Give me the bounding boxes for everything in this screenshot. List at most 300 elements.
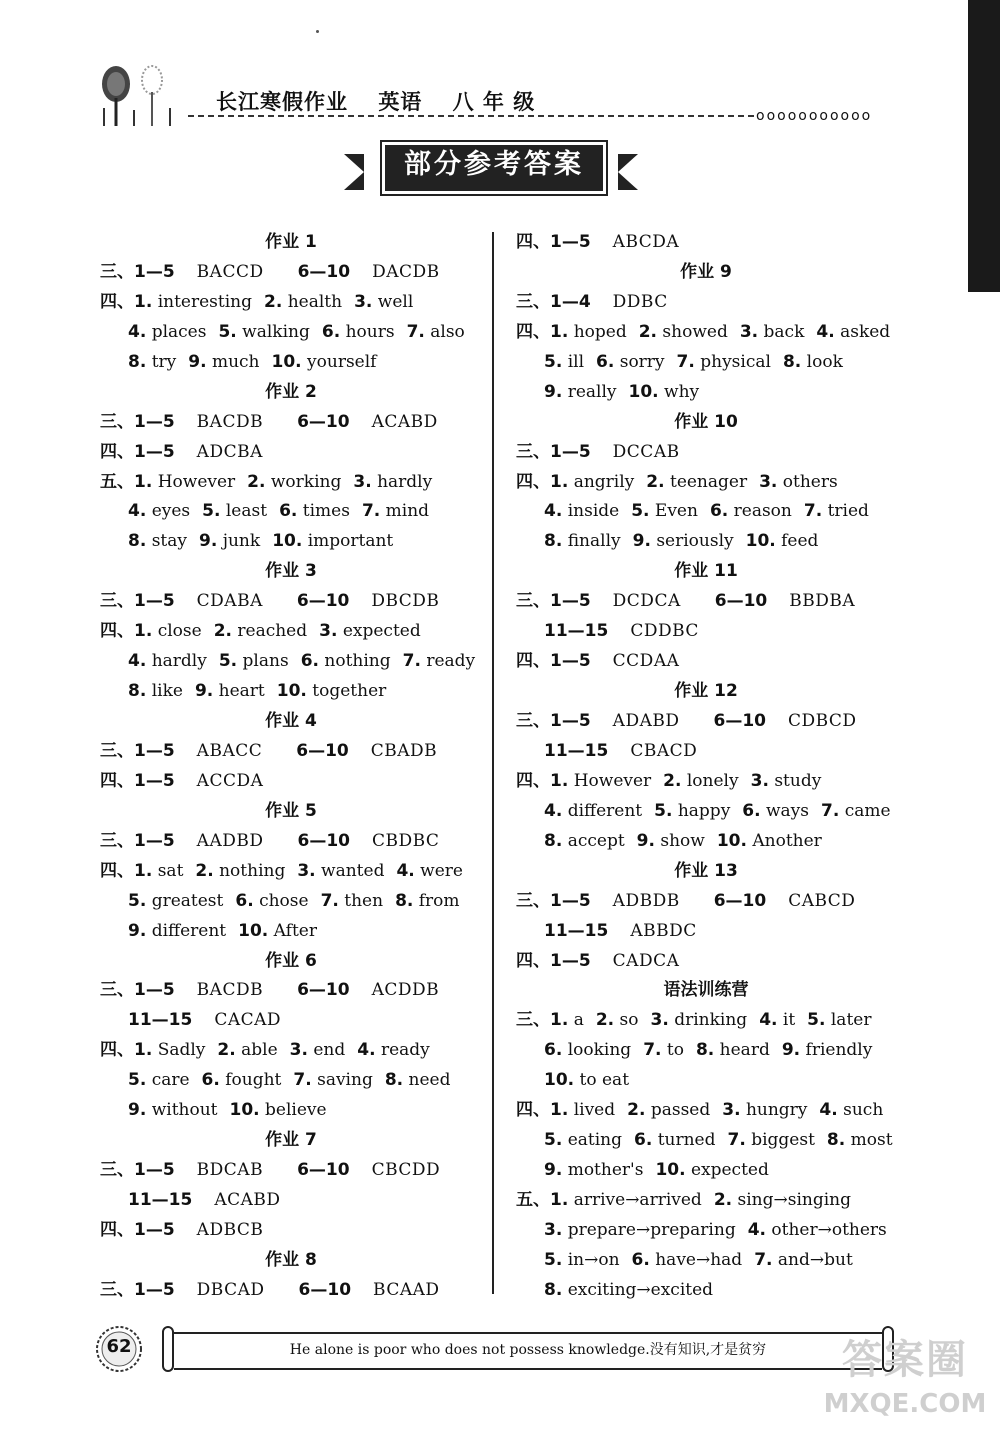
- question-range: 1—4: [550, 291, 591, 312]
- section-numeral: 四、: [516, 321, 550, 342]
- answer-word: However: [157, 471, 236, 492]
- answer-letters: ACCDA: [196, 770, 264, 791]
- word-answer-row: [516, 1156, 896, 1186]
- assignment-title: 作业 9: [680, 261, 732, 282]
- answer-word: health: [287, 291, 343, 312]
- item-number: 8.: [826, 1130, 846, 1151]
- word-answer: [596, 352, 665, 372]
- word-answer: [821, 801, 891, 821]
- answer-word: hardly: [377, 471, 433, 492]
- answer-letters: CDABA: [196, 591, 263, 612]
- item-number: 6.: [279, 501, 298, 522]
- watermark-text: 答案圈: [842, 1337, 968, 1383]
- question-range: 6—10: [298, 1279, 352, 1300]
- item-number: 9.: [199, 531, 218, 552]
- word-answer: [202, 1070, 282, 1090]
- question-range: 6—10: [297, 830, 350, 851]
- answer-word: in→on: [567, 1249, 620, 1270]
- answer-word: to: [666, 1040, 684, 1061]
- answer-letters: ADCBA: [196, 441, 263, 462]
- answer-word: end: [313, 1040, 346, 1061]
- question-range: 6—10: [297, 1160, 350, 1181]
- answer-word: sat: [157, 860, 184, 881]
- item-number: 1.: [134, 291, 153, 312]
- word-answer: [544, 831, 625, 851]
- choice-answer-row: [100, 438, 482, 468]
- word-answer: [219, 651, 289, 671]
- item-number: 6.: [631, 1249, 650, 1270]
- answer-word: really: [567, 381, 617, 402]
- word-answer-row: [516, 1066, 896, 1096]
- item-number: 3.: [759, 471, 778, 492]
- item-number: 10.: [229, 1100, 260, 1121]
- word-answer: [290, 1040, 346, 1060]
- answer-letters: ADBDB: [612, 890, 680, 911]
- word-answer-row: [100, 1036, 482, 1066]
- word-answer: [134, 1040, 205, 1060]
- answer-word: accept: [567, 830, 625, 851]
- answer-word: Another: [752, 830, 822, 851]
- answer-word: others: [782, 471, 838, 492]
- section-numeral: 四、: [516, 471, 550, 492]
- answer-word: finally: [567, 531, 621, 552]
- word-answer: [748, 1220, 887, 1240]
- word-answer-row: [516, 1186, 896, 1216]
- answer-word: such: [843, 1100, 884, 1121]
- answer-word: have→had: [655, 1249, 743, 1270]
- word-answer: [550, 1190, 702, 1210]
- answer-word: nothing: [324, 651, 391, 672]
- answer-word: wanted: [321, 860, 385, 881]
- word-answer: [128, 1100, 218, 1120]
- item-number: 2.: [638, 321, 658, 342]
- word-answer: [544, 1070, 629, 1090]
- answer-letters: CDBCD: [787, 711, 857, 731]
- answer-letters: BDCAB: [196, 1160, 264, 1181]
- word-answer: [627, 1100, 710, 1120]
- choice-answer-row: [516, 228, 896, 258]
- word-answer: [128, 681, 183, 701]
- item-number: 6.: [634, 1130, 653, 1151]
- section-numeral: 三、: [100, 980, 134, 1001]
- word-answer: [293, 1070, 372, 1090]
- word-answer: [663, 771, 738, 791]
- word-answer: [544, 1040, 631, 1060]
- answer-word: sorry: [619, 351, 665, 372]
- word-answer-row: [100, 617, 482, 647]
- question-range: 6—10: [296, 740, 349, 761]
- choice-answer-row: [516, 887, 896, 917]
- word-answer: [633, 531, 734, 551]
- book-title: 长江寒假作业: [216, 90, 348, 114]
- answer-word: were: [420, 860, 463, 881]
- word-answer: [646, 472, 747, 492]
- column-divider: [492, 232, 494, 1294]
- item-number: 2.: [264, 291, 283, 312]
- word-answer: [544, 801, 642, 821]
- word-answer: [128, 322, 206, 342]
- question-range: 1—5: [550, 711, 591, 731]
- item-number: 10.: [276, 681, 307, 702]
- item-number: 5.: [544, 1130, 563, 1151]
- item-number: 6.: [300, 651, 319, 672]
- watermark: [810, 1336, 1000, 1434]
- answer-word: yourself: [307, 351, 377, 372]
- answer-word: working: [270, 471, 342, 492]
- answer-word: other→others: [771, 1219, 887, 1240]
- choice-answer-row: [100, 827, 482, 857]
- word-answer-row: [516, 527, 896, 557]
- answer-word: important: [307, 531, 394, 552]
- word-answer-row: [100, 527, 482, 557]
- answer-word: times: [302, 501, 350, 522]
- word-answer: [214, 621, 307, 641]
- question-range: 1—5: [550, 890, 591, 911]
- item-number: 4.: [128, 501, 147, 522]
- word-answer: [195, 861, 285, 881]
- item-number: 10.: [238, 920, 269, 941]
- item-number: 2.: [217, 1040, 236, 1061]
- answer-column-right: [516, 228, 896, 1306]
- answer-word: interesting: [157, 291, 252, 312]
- answer-word: After: [273, 920, 317, 941]
- word-answer: [128, 501, 190, 521]
- word-answer-row: [516, 1006, 896, 1036]
- item-number: 9.: [636, 830, 655, 851]
- answer-word: lived: [573, 1100, 616, 1121]
- item-number: 4.: [357, 1040, 376, 1061]
- word-answer-row: [100, 288, 482, 318]
- answer-letters: BACDB: [196, 411, 264, 432]
- answer-word: plans: [242, 651, 289, 672]
- choice-answer-row: [516, 947, 896, 977]
- item-number: 8.: [544, 830, 563, 851]
- section-numeral: 四、: [100, 1219, 134, 1240]
- word-answer: [134, 861, 183, 881]
- word-answer: [544, 1220, 736, 1240]
- word-answer: [637, 831, 705, 851]
- word-answer: [319, 621, 421, 641]
- word-answer: [128, 921, 226, 941]
- item-number: 4.: [544, 501, 563, 522]
- word-answer-row: [516, 318, 896, 348]
- question-range: 1—5: [134, 830, 175, 851]
- question-range: 1—5: [134, 1219, 175, 1240]
- word-answer-row: [516, 797, 896, 827]
- answer-letters: ABBDC: [630, 920, 697, 941]
- word-answer: [134, 621, 202, 641]
- answer-letters: ADABD: [612, 711, 680, 731]
- word-answer-row: [516, 1276, 896, 1306]
- word-answer-row: [100, 1096, 482, 1126]
- choice-answer-row: [100, 737, 482, 767]
- section-numeral: 三、: [516, 890, 550, 911]
- item-number: 4.: [816, 321, 835, 342]
- word-answer-row: [100, 348, 482, 378]
- word-answer: [634, 1130, 716, 1150]
- banner-ribbon-left: [344, 154, 364, 190]
- assignment-title: 作业 10: [674, 411, 738, 432]
- choice-answer-row: [100, 1186, 482, 1216]
- word-answer: [746, 531, 819, 551]
- item-number: 10.: [716, 830, 747, 851]
- assignment-title: 语法训练营: [663, 980, 749, 1001]
- word-answer-row: [516, 1246, 896, 1276]
- section-numeral: 三、: [100, 591, 134, 612]
- answer-word: exciting→excited: [567, 1279, 714, 1300]
- word-answer: [544, 1160, 643, 1180]
- answer-word: together: [312, 681, 387, 702]
- item-number: 2.: [646, 471, 665, 492]
- answer-word: looking: [567, 1040, 632, 1061]
- question-range: 1—5: [134, 770, 175, 791]
- watermark-domain: MXQE.COM: [823, 1389, 987, 1419]
- question-range: 11—15: [544, 621, 609, 642]
- item-number: 6.: [709, 501, 729, 522]
- choice-answer-row: [516, 438, 896, 468]
- banner-title: 部分参考答案: [404, 149, 584, 180]
- answer-letters: AADBD: [196, 830, 264, 851]
- item-number: 9.: [128, 1100, 147, 1121]
- word-answer: [128, 352, 176, 372]
- section-numeral: 三、: [100, 1160, 134, 1181]
- question-range: 6—10: [297, 980, 350, 1001]
- word-answer-row: [516, 1126, 896, 1156]
- word-answer: [742, 801, 809, 821]
- answer-word: sing→singing: [737, 1190, 852, 1210]
- answer-word: least: [225, 501, 268, 522]
- choice-answer-row: [100, 1156, 482, 1186]
- answer-word: hungry: [745, 1100, 808, 1121]
- item-number: 8.: [782, 351, 802, 372]
- item-number: 1.: [134, 621, 153, 642]
- question-range: 1—5: [134, 1279, 175, 1300]
- assignment-title: 作业 5: [265, 800, 317, 821]
- section-numeral: 四、: [516, 1100, 550, 1121]
- item-number: 8.: [128, 531, 147, 552]
- section-numeral: 三、: [516, 591, 550, 612]
- answer-word: heart: [218, 681, 265, 702]
- word-answer: [807, 1010, 871, 1030]
- answer-letters: ACABD: [214, 1190, 281, 1210]
- choice-answer-row: [100, 1276, 482, 1306]
- word-answer-row: [516, 497, 896, 527]
- section-numeral: 三、: [516, 441, 550, 462]
- word-answer: [819, 1100, 883, 1120]
- assignment-title: 作业 8: [265, 1249, 317, 1270]
- word-answer: [230, 1100, 327, 1120]
- item-number: 6.: [321, 321, 341, 342]
- question-range: 1—5: [550, 591, 591, 612]
- choice-answer-row: [516, 707, 896, 737]
- answer-letters: ABACC: [196, 740, 263, 761]
- item-number: 5.: [654, 800, 673, 821]
- word-answer: [782, 1040, 873, 1060]
- question-range: 6—10: [714, 591, 768, 612]
- choice-answer-row: [100, 408, 482, 438]
- item-number: 8.: [395, 890, 414, 911]
- question-range: 1—5: [134, 591, 175, 612]
- word-answer: [632, 1250, 743, 1270]
- answer-word: friendly: [805, 1040, 873, 1061]
- answer-letters: DBCAD: [196, 1279, 265, 1300]
- answer-word: to eat: [579, 1070, 630, 1091]
- word-answer: [550, 472, 634, 492]
- item-number: 9.: [128, 920, 147, 941]
- word-answer-row: [100, 1066, 482, 1096]
- answer-word: teenager: [669, 471, 748, 492]
- question-range: 11—15: [128, 1190, 193, 1210]
- item-number: 3.: [353, 471, 372, 492]
- choice-answer-row: [100, 587, 482, 617]
- word-answer: [202, 501, 267, 521]
- banner-ribbon-right: [618, 154, 638, 190]
- answer-word: it: [782, 1010, 796, 1031]
- question-range: 11—15: [128, 1010, 193, 1031]
- word-answer: [188, 352, 259, 372]
- answer-word: biggest: [751, 1130, 815, 1151]
- answer-word: Even: [654, 501, 698, 522]
- item-number: 2.: [713, 1190, 733, 1210]
- word-answer: [321, 891, 384, 911]
- word-answer: [396, 861, 463, 881]
- item-number: 3.: [297, 860, 316, 881]
- item-number: 10.: [271, 351, 302, 372]
- item-number: 7.: [361, 501, 381, 522]
- answer-word: showed: [662, 321, 728, 342]
- word-answer: [134, 292, 252, 312]
- word-answer: [199, 531, 260, 551]
- word-answer-row: [516, 1216, 896, 1246]
- word-answer-row: [516, 1036, 896, 1066]
- item-number: 1.: [550, 1010, 569, 1031]
- answer-letters: BACCD: [196, 261, 264, 282]
- answer-letters: BACDB: [196, 980, 264, 1001]
- answer-letters: ABCDA: [612, 232, 680, 252]
- item-number: 7.: [676, 351, 695, 372]
- answer-word: eyes: [151, 501, 191, 522]
- section-numeral: 三、: [516, 291, 550, 312]
- item-number: 2.: [195, 860, 214, 881]
- question-range: 1—5: [134, 261, 175, 282]
- word-answer: [728, 1130, 815, 1150]
- word-answer: [279, 501, 350, 521]
- answer-letters: CBCDD: [371, 1160, 441, 1181]
- choice-answer-row: [100, 258, 482, 288]
- item-number: 4.: [396, 860, 415, 881]
- word-answer: [654, 801, 730, 821]
- question-range: 1—5: [550, 232, 591, 252]
- answer-word: from: [418, 890, 460, 911]
- word-answer: [751, 771, 822, 791]
- word-answer: [297, 861, 384, 881]
- answer-word: eating: [567, 1130, 622, 1151]
- answer-word: a: [573, 1010, 584, 1031]
- question-range: 1—5: [550, 651, 591, 672]
- question-range: 1—5: [134, 441, 175, 462]
- answer-letters: CCDAA: [612, 651, 680, 672]
- word-answer-row: [516, 378, 896, 408]
- answer-letters: ADBCB: [196, 1219, 264, 1240]
- word-answer: [128, 531, 187, 551]
- answer-letters: DACDB: [372, 261, 440, 282]
- item-number: 10.: [544, 1070, 575, 1091]
- item-number: 5.: [202, 501, 221, 522]
- answer-letters: BBDBA: [789, 591, 856, 612]
- question-range: 6—10: [296, 591, 350, 612]
- word-answer: [655, 1160, 768, 1180]
- word-answer: [272, 352, 377, 372]
- answer-word: different: [151, 920, 227, 941]
- answer-word: and→but: [777, 1249, 853, 1270]
- word-answer: [322, 322, 395, 342]
- word-answer: [677, 352, 771, 372]
- word-answer: [277, 681, 387, 701]
- answer-word: ready: [426, 651, 476, 672]
- word-answer: [247, 472, 341, 492]
- word-answer: [717, 831, 822, 851]
- item-number: 3.: [289, 1040, 308, 1061]
- item-number: 3.: [650, 1010, 669, 1031]
- word-answer: [696, 1040, 770, 1060]
- answer-word: show: [660, 830, 705, 851]
- word-answer: [714, 1190, 851, 1210]
- answer-letters: CBADB: [370, 740, 438, 761]
- word-answer: [550, 1100, 615, 1120]
- item-number: 8.: [128, 681, 147, 702]
- item-number: 7.: [406, 321, 425, 342]
- section-numeral: 四、: [100, 770, 134, 791]
- word-answer: [550, 1010, 584, 1030]
- answer-word: ways: [766, 800, 810, 821]
- section-numeral: 三、: [100, 830, 134, 851]
- item-number: 7.: [803, 501, 823, 522]
- answer-letters: DDBC: [612, 291, 668, 312]
- word-answer: [217, 1040, 277, 1060]
- answer-word: saving: [317, 1070, 373, 1091]
- answer-word: chose: [259, 890, 309, 911]
- answer-word: stay: [151, 531, 187, 552]
- section-numeral: 四、: [100, 291, 134, 312]
- answer-word: without: [151, 1100, 218, 1121]
- item-number: 1.: [550, 1100, 569, 1121]
- word-answer-row: [100, 917, 482, 947]
- word-answer: [722, 1100, 807, 1120]
- grade-label: 八 年 级: [452, 90, 536, 114]
- question-range: 11—15: [544, 740, 609, 761]
- item-number: 8.: [544, 531, 563, 552]
- word-answer-row: [516, 468, 896, 498]
- answer-word: nothing: [219, 860, 286, 881]
- section-numeral: 四、: [516, 950, 550, 971]
- word-answer: [544, 1130, 622, 1150]
- item-number: 5.: [128, 1070, 147, 1091]
- item-number: 5.: [218, 321, 237, 342]
- scan-speck: [316, 30, 319, 33]
- word-answer: [544, 1250, 620, 1270]
- section-numeral: 三、: [100, 1279, 134, 1300]
- answer-word: drinking: [674, 1010, 748, 1031]
- word-answer: [353, 472, 432, 492]
- header-title: [216, 86, 557, 116]
- word-answer: [362, 501, 429, 521]
- item-number: 5.: [128, 890, 147, 911]
- assignment-title: 作业 13: [674, 860, 738, 881]
- item-number: 6.: [742, 800, 761, 821]
- word-answer: [357, 1040, 430, 1060]
- item-number: 7.: [727, 1130, 746, 1151]
- item-number: 4.: [544, 800, 563, 821]
